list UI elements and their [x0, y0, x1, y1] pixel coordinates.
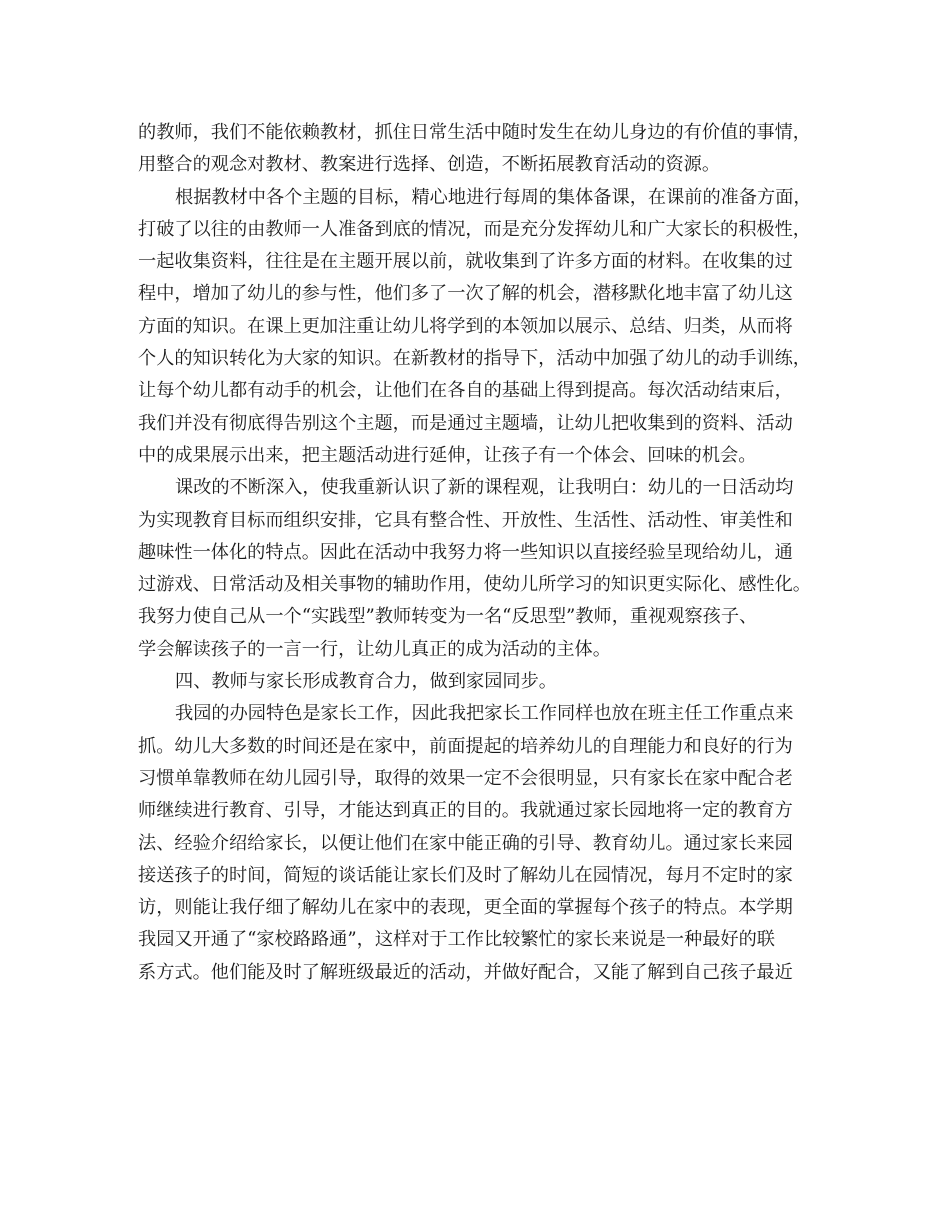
- text-line: 过游戏、日常活动及相关事物的辅助作用，使幼儿所学习的知识更实际化、感性化。: [138, 574, 811, 596]
- text-line: 我努力使自己从一个“实践型”教师转变为一名“反思型”教师，重视观察孩子、: [138, 606, 758, 628]
- text-line: 一起收集资料，往往是在主题开展以前，就收集到了许多方面的材料。在收集的过: [138, 251, 793, 273]
- text-line: 趣味性一体化的特点。因此在活动中我努力将一些知识以直接经验呈现给幼儿，通: [138, 541, 793, 563]
- text-line: 我们并没有彻底得告别这个主题，而是通过主题墙，让幼儿把收集到的资料、活动: [138, 412, 793, 434]
- text-line: 法、经验介绍给家长，以便让他们在家中能正确的引导、教育幼儿。通过家长来园: [138, 832, 793, 854]
- paragraph-first-line: 课改的不断深入，使我重新认识了新的课程观，让我明白：幼儿的一日活动均: [175, 477, 794, 499]
- text-line: 用整合的观念对教材、教案进行选择、创造，不断拓展教育活动的资源。: [138, 154, 721, 176]
- text-line: 个人的知识转化为大家的知识。在新教材的指导下，活动中加强了幼儿的动手训练，: [138, 348, 811, 370]
- text-line: 抓。幼儿大多数的时间还是在家中，前面提起的培养幼儿的自理能力和良好的行为: [138, 735, 793, 757]
- text-line: 方面的知识。在课上更加注重让幼儿将学到的本领加以展示、总结、归类，从而将: [138, 315, 793, 337]
- text-line: 接送孩子的时间，简短的谈话能让家长们及时了解幼儿在园情况，每月不定时的家: [138, 864, 793, 886]
- text-line: 的教师，我们不能依赖教材，抓住日常生活中随时发生在幼儿身边的有价值的事情，: [138, 122, 811, 143]
- paragraph-first-line: 我园的办园特色是家长工作，因此我把家长工作同样也放在班主任工作重点来: [175, 703, 794, 725]
- text-line: 程中，增加了幼儿的参与性，他们多了一次了解的机会，潜移默化地丰富了幼儿这: [138, 283, 793, 305]
- text-line: 师继续进行教育、引导，才能达到真正的目的。我就通过家长园地将一定的教育方: [138, 800, 793, 822]
- text-line: 系方式。他们能及时了解班级最近的活动，并做好配合，又能了解到自己孩子最近: [138, 961, 793, 983]
- document-body: [138, 117, 814, 989]
- text-line: 习惯单靠教师在幼儿园引导，取得的效果一定不会很明显，只有家长在家中配合老: [138, 767, 793, 789]
- text-line: 访，则能让我仔细了解幼儿在家中的表现，更全面的掌握每个孩子的特点。本学期: [138, 897, 793, 919]
- text-line: 让每个幼儿都有动手的机会，让他们在各自的基础上得到提高。每次活动结束后，: [138, 380, 793, 402]
- text-line: 打破了以往的由教师一人准备到底的情况，而是充分发挥幼儿和广大家长的积极性，: [138, 218, 811, 240]
- paragraph-first-line: 根据教材中各个主题的目标，精心地进行每周的集体备课，在课前的准备方面，: [175, 186, 812, 208]
- text-line: 我园又开通了“家校路路通”，这样对于工作比较繁忙的家长来说是一种最好的联: [138, 929, 775, 951]
- text-line: 为实现教育目标而组织安排，它具有整合性、开放性、生活性、活动性、审美性和: [138, 509, 793, 531]
- text-line: 学会解读孩子的一言一行，让幼儿真正的成为活动的主体。: [138, 638, 611, 660]
- text-line: 中的成果展示出来，把主题活动进行延伸，让孩子有一个体会、回味的机会。: [138, 444, 757, 466]
- paragraph-first-line: 四、教师与家长形成教育合力，做到家园同步。: [175, 671, 557, 693]
